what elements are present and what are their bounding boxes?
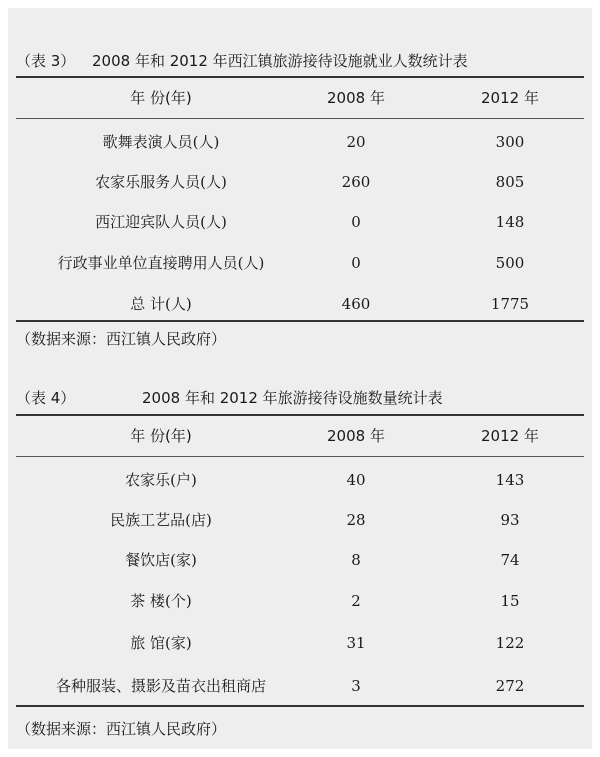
row-label: 旅 馆(家) — [130, 634, 192, 652]
row-label: 茶 楼(个) — [130, 592, 192, 610]
table4-title: 2008 年和 2012 年旅游接待设施数量统计表 — [142, 389, 443, 407]
row-value-2008: 28 — [346, 511, 366, 529]
row-value-2012: 143 — [495, 471, 525, 489]
table-row — [16, 540, 584, 580]
row-value-2008: 460 — [341, 295, 371, 313]
row-label: 农家乐服务人员(人) — [95, 173, 227, 191]
table-row — [16, 162, 584, 202]
table4-label: （表 4） — [16, 389, 76, 407]
table3-title: 2008 年和 2012 年西江镇旅游接待设施就业人数统计表 — [92, 52, 468, 70]
table3-caption — [16, 50, 468, 71]
table3-header-2012: 2012 年 — [481, 89, 539, 107]
table3-bottom-rule — [16, 320, 584, 322]
table-row — [16, 284, 584, 324]
table4-header-2008: 2008 年 — [327, 427, 385, 445]
table4-source: （数据来源：西江镇人民政府） — [16, 720, 227, 738]
table3-header-row — [16, 78, 584, 118]
table-row — [16, 666, 584, 706]
row-value-2008: 31 — [346, 634, 366, 652]
row-value-2012: 300 — [495, 133, 525, 151]
row-value-2008: 8 — [351, 551, 361, 569]
table-row — [16, 623, 584, 663]
table4-caption — [16, 387, 443, 408]
row-value-2008: 0 — [351, 213, 361, 231]
table-row — [16, 202, 584, 242]
table4-header-year: 年 份(年) — [130, 427, 192, 445]
row-label: 西江迎宾队人员(人) — [95, 213, 227, 231]
row-label: 歌舞表演人员(人) — [102, 133, 220, 151]
row-value-2012: 272 — [495, 677, 525, 695]
table-row — [16, 500, 584, 540]
row-value-2008: 3 — [351, 677, 361, 695]
row-label: 总 计(人) — [130, 295, 192, 313]
table3-source: （数据来源：西江镇人民政府） — [16, 330, 227, 348]
row-value-2012: 148 — [495, 213, 525, 231]
table-row — [16, 581, 584, 621]
row-value-2012: 15 — [500, 592, 520, 610]
table4-header-rule — [16, 456, 584, 457]
row-value-2012: 122 — [495, 634, 525, 652]
row-label: 行政事业单位直接聘用人员(人) — [57, 254, 265, 272]
row-label: 餐饮店(家) — [125, 551, 197, 569]
table4-header-row — [16, 416, 584, 456]
table3-label: （表 3） — [16, 52, 76, 70]
row-value-2012: 500 — [495, 254, 525, 272]
table-row — [16, 243, 584, 283]
row-label: 民族工艺品(店) — [110, 511, 212, 529]
row-value-2008: 2 — [351, 592, 361, 610]
row-label: 各种服装、摄影及苗衣出租商店 — [55, 677, 266, 695]
table3-header-2008: 2008 年 — [327, 89, 385, 107]
table3-header-rule — [16, 118, 584, 119]
row-value-2012: 74 — [500, 551, 520, 569]
table-row — [16, 122, 584, 162]
table4-header-2012: 2012 年 — [481, 427, 539, 445]
table-row — [16, 460, 584, 500]
table3-header-year: 年 份(年) — [130, 89, 192, 107]
row-value-2008: 260 — [341, 173, 371, 191]
row-value-2012: 93 — [500, 511, 520, 529]
row-label: 农家乐(户) — [125, 471, 197, 489]
row-value-2008: 40 — [346, 471, 366, 489]
row-value-2012: 1775 — [490, 295, 530, 313]
row-value-2008: 20 — [346, 133, 366, 151]
table4-bottom-rule — [16, 705, 584, 707]
row-value-2012: 805 — [495, 173, 525, 191]
row-value-2008: 0 — [351, 254, 361, 272]
